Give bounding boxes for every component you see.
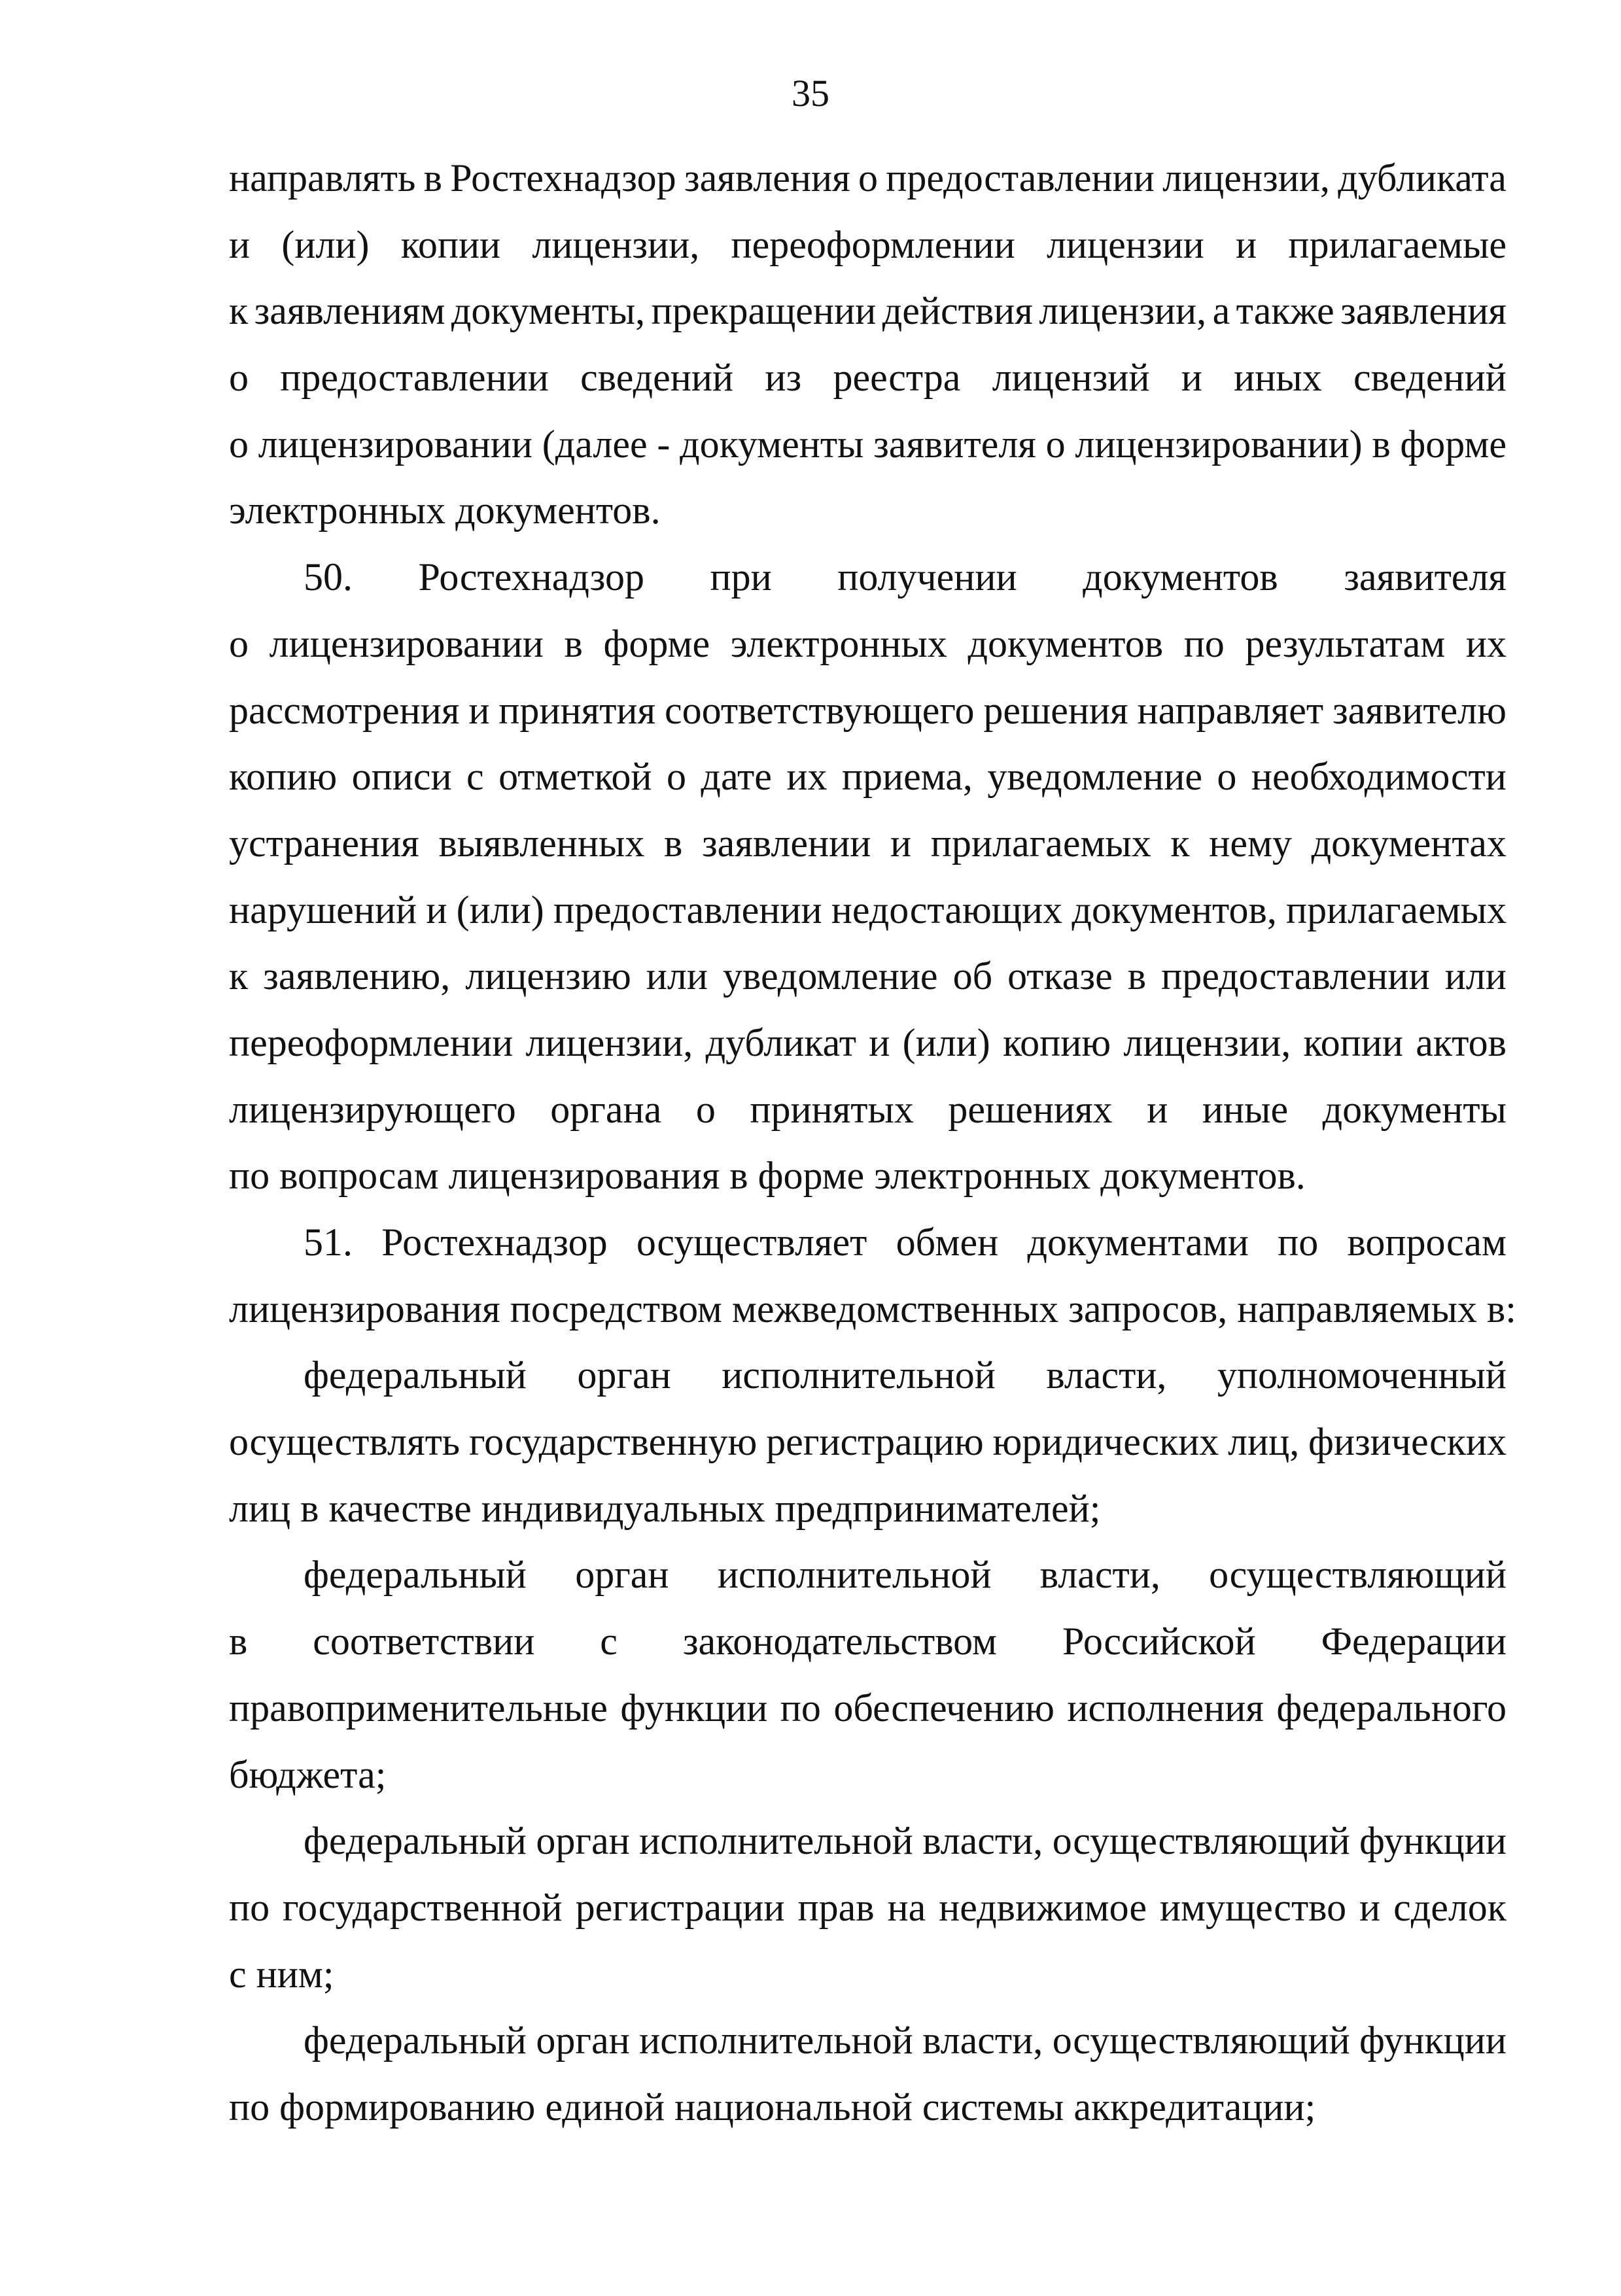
word: форме xyxy=(603,621,710,665)
word: предоставлении xyxy=(280,356,549,400)
word: федеральный xyxy=(304,2019,527,2062)
word: исполнительной xyxy=(639,2019,913,2062)
word: о xyxy=(858,156,878,200)
text-line xyxy=(229,877,1507,944)
text-line xyxy=(229,212,1507,279)
word: власти, xyxy=(922,2019,1043,2062)
word: иные xyxy=(1202,1087,1289,1131)
word: переоформлении xyxy=(731,222,1015,266)
text-line xyxy=(229,1409,1507,1476)
word: осуществляющий xyxy=(1209,1553,1507,1597)
word: документов xyxy=(1083,555,1278,599)
word: копии xyxy=(400,222,501,266)
word: орган xyxy=(536,1819,630,1863)
word: исполнения xyxy=(1067,1686,1264,1730)
word: заявления xyxy=(684,156,850,200)
word: нарушений xyxy=(229,888,417,931)
word: дубликат xyxy=(705,1020,856,1064)
word: направляет xyxy=(1137,688,1324,732)
word: о xyxy=(1045,422,1066,466)
word: или xyxy=(646,954,708,998)
word: лицензирующего xyxy=(229,1087,516,1131)
word: и xyxy=(1236,222,1257,266)
word: отметкой xyxy=(498,755,652,799)
word: в xyxy=(564,621,583,665)
document-body xyxy=(229,145,1516,2141)
text-line xyxy=(229,1609,1507,1675)
word: исполнительной xyxy=(722,1353,996,1397)
text-line: лиц в качестве индивидуальных предпринимателей; xyxy=(229,1486,1101,1530)
word: недвижимое xyxy=(939,1885,1147,1929)
word: Ростехнадзор xyxy=(418,555,644,599)
word: осуществляет xyxy=(636,1221,867,1264)
word: имущество xyxy=(1159,1885,1347,1929)
text-line xyxy=(229,678,1507,744)
word: осуществляющий xyxy=(1052,1819,1350,1863)
word: прав xyxy=(797,1885,875,1929)
word: - xyxy=(657,422,671,466)
word: документы xyxy=(1322,1087,1507,1131)
word: об xyxy=(952,954,993,998)
text-line xyxy=(229,145,1507,212)
text-line: электронных документов. xyxy=(229,489,661,532)
word: необходимости xyxy=(1251,755,1507,799)
word: прилагаемые xyxy=(1288,222,1507,266)
text-line xyxy=(229,1875,1507,1941)
text-line xyxy=(229,411,1507,478)
text-line xyxy=(229,810,1507,877)
word: копию xyxy=(229,755,338,799)
word: обмен xyxy=(896,1221,999,1264)
text-line: лицензирования посредством межведомственных запросов, направляемых в: xyxy=(229,1287,1516,1331)
word: принятия xyxy=(498,688,656,732)
word: лицензировании xyxy=(258,422,532,466)
word: Ростехнадзор xyxy=(381,1221,608,1264)
word: федеральный xyxy=(304,1819,527,1863)
word: принятых xyxy=(750,1087,914,1131)
word: о xyxy=(229,356,249,400)
word: к xyxy=(229,954,249,998)
word: о xyxy=(1217,755,1237,799)
word: уведомление xyxy=(722,954,938,998)
word: и xyxy=(468,688,490,732)
paragraph-50-first-line xyxy=(229,544,1507,611)
word: правоприменительные xyxy=(229,1686,608,1730)
word: копию xyxy=(1002,1020,1111,1064)
word: исполнительной xyxy=(717,1553,992,1597)
word: федерального xyxy=(1276,1686,1507,1730)
word: уведомление xyxy=(987,755,1202,799)
word: заявлению, xyxy=(263,954,451,998)
text-line xyxy=(229,278,1507,345)
word: власти, xyxy=(1039,1553,1160,1597)
word: прилагаемых xyxy=(930,821,1151,865)
word: с xyxy=(466,755,484,799)
word: к xyxy=(1170,821,1190,865)
word: предоставлении xyxy=(553,888,822,931)
word: функции xyxy=(1359,1819,1507,1863)
word: Российской xyxy=(1062,1620,1256,1663)
word: государственную xyxy=(468,1420,758,1464)
word: а xyxy=(1212,289,1230,333)
word: о xyxy=(695,1087,716,1131)
list-item-first-line xyxy=(229,1542,1507,1609)
word: дате xyxy=(701,755,772,799)
word: о xyxy=(229,422,249,466)
word: и xyxy=(1181,356,1202,400)
word: федеральный xyxy=(304,1553,527,1597)
word: лиц, xyxy=(1228,1420,1300,1464)
word: по xyxy=(1183,621,1225,665)
word: регистрацию xyxy=(766,1420,984,1464)
word: сделок xyxy=(1393,1885,1507,1929)
word: из xyxy=(765,356,802,400)
word: документами xyxy=(1027,1221,1249,1264)
word: на xyxy=(887,1885,926,1929)
text-line xyxy=(229,611,1507,678)
word: лицензии xyxy=(1046,222,1204,266)
word: власти, xyxy=(922,1819,1043,1863)
word: законодательством xyxy=(682,1620,998,1663)
word: также xyxy=(1236,289,1334,333)
word: прилагаемых xyxy=(1286,888,1507,931)
word: иных xyxy=(1234,356,1322,400)
word: вопросам xyxy=(1347,1221,1507,1264)
word: орган xyxy=(575,1553,669,1597)
word: и xyxy=(426,888,447,931)
word: регистрации xyxy=(575,1885,785,1929)
word: сведений xyxy=(1353,356,1507,400)
word: лицензий xyxy=(992,356,1150,400)
word: по xyxy=(1278,1221,1319,1264)
word: реестра xyxy=(833,356,961,400)
word: выявленных xyxy=(438,821,645,865)
word: государственной xyxy=(283,1885,563,1929)
word: документах xyxy=(1311,821,1507,865)
word: направлять xyxy=(229,156,416,200)
word: функции xyxy=(620,1686,768,1730)
text-line: с ним; xyxy=(229,1952,334,1996)
word: Ростехнадзор xyxy=(450,156,676,200)
word: документы, xyxy=(451,289,646,333)
word: и xyxy=(229,222,251,266)
word: лицензии, xyxy=(1039,289,1207,333)
word: рассмотрения xyxy=(229,688,460,732)
word: юридических xyxy=(992,1420,1219,1464)
text-line xyxy=(229,345,1507,411)
word: лицензировании xyxy=(269,621,544,665)
word: физических xyxy=(1308,1420,1507,1464)
word: недостающих xyxy=(831,888,1063,931)
word: орган xyxy=(577,1353,671,1397)
word: в xyxy=(1372,422,1391,466)
word: получении xyxy=(837,555,1017,599)
word: лицензировании) xyxy=(1075,422,1363,466)
word: электронных xyxy=(730,621,947,665)
word: с xyxy=(600,1620,618,1663)
word: решениях xyxy=(948,1087,1113,1131)
word: заявления xyxy=(1340,289,1507,333)
word: актов xyxy=(1416,1020,1507,1064)
list-item-first-line xyxy=(229,1808,1507,1875)
word: устранения xyxy=(229,821,419,865)
word: к xyxy=(229,289,249,333)
word: в xyxy=(229,1620,248,1663)
text-line: по вопросам лицензирования в форме электронных документов. xyxy=(229,1154,1306,1198)
word: органа xyxy=(550,1087,662,1131)
word: копии xyxy=(1303,1020,1403,1064)
word: исполнительной xyxy=(639,1819,913,1863)
word: 51. xyxy=(304,1221,353,1264)
word: (или) xyxy=(456,888,544,931)
text-line: по формированию единой национальной системы аккредитации; xyxy=(229,2085,1316,2129)
word: сведений xyxy=(580,356,734,400)
word: отказе xyxy=(1007,954,1113,998)
word: переоформлении xyxy=(229,1020,514,1064)
word: (или) xyxy=(902,1020,990,1064)
word: заявителя xyxy=(873,422,1036,466)
word: заявителю xyxy=(1332,688,1507,732)
page-number: 35 xyxy=(792,72,829,114)
word: (или) xyxy=(281,222,370,266)
word: федеральный xyxy=(304,1353,527,1397)
word: лицензии, xyxy=(1162,156,1330,200)
word: обеспечению xyxy=(833,1686,1055,1730)
word: действия xyxy=(882,289,1033,333)
text-line xyxy=(229,943,1507,1010)
word: лицензию xyxy=(465,954,631,998)
word: по xyxy=(780,1686,821,1730)
word: лицензии, xyxy=(1123,1020,1291,1064)
text-line xyxy=(229,1010,1507,1077)
word: результатам xyxy=(1245,621,1446,665)
word: решения xyxy=(983,688,1128,732)
text-line: бюджета; xyxy=(229,1752,387,1796)
word: в xyxy=(663,821,683,865)
word: документы xyxy=(680,422,864,466)
word: в xyxy=(423,156,442,200)
word: форме xyxy=(1400,422,1507,466)
word: предоставлении xyxy=(1161,954,1430,998)
word: заявлениям xyxy=(254,289,445,333)
word: власти, xyxy=(1046,1353,1167,1397)
word: соответствующего xyxy=(664,688,975,732)
word: и xyxy=(1359,1885,1381,1929)
word: осуществляющий xyxy=(1052,2019,1350,2062)
word: и xyxy=(1147,1087,1168,1131)
word: заявлении xyxy=(701,821,871,865)
word: прекращении xyxy=(651,289,877,333)
word: их xyxy=(1465,621,1507,665)
word: орган xyxy=(536,2019,630,2062)
word: при xyxy=(710,555,772,599)
word: дубликата xyxy=(1338,156,1507,200)
list-item-first-line xyxy=(229,2008,1507,2074)
word: 50. xyxy=(304,555,353,599)
text-line xyxy=(229,1675,1507,1742)
word: их xyxy=(786,755,828,799)
text-line xyxy=(229,744,1507,810)
word: лицензии, xyxy=(532,222,700,266)
word: и xyxy=(890,821,912,865)
paragraph-51-first-line xyxy=(229,1209,1507,1276)
word: описи xyxy=(351,755,452,799)
word: документов, xyxy=(1072,888,1277,931)
word: заявителя xyxy=(1344,555,1507,599)
word: (далее xyxy=(542,422,648,466)
word: осуществлять xyxy=(229,1420,461,1464)
list-item-first-line xyxy=(229,1342,1507,1409)
text-line xyxy=(229,1077,1507,1143)
word: приема, xyxy=(841,755,973,799)
word: соответствии xyxy=(313,1620,535,1663)
word: о xyxy=(229,621,249,665)
word: по xyxy=(229,1885,270,1929)
word: в xyxy=(1127,954,1147,998)
word: нему xyxy=(1209,821,1292,865)
word: уполномоченный xyxy=(1217,1353,1507,1397)
word: лицензии, xyxy=(525,1020,693,1064)
word: предоставлении xyxy=(886,156,1155,200)
word: или xyxy=(1444,954,1507,998)
word: функции xyxy=(1359,2019,1507,2062)
word: документов xyxy=(967,621,1164,665)
word: и xyxy=(869,1020,890,1064)
word: Федерации xyxy=(1321,1620,1507,1663)
word: о xyxy=(666,755,686,799)
